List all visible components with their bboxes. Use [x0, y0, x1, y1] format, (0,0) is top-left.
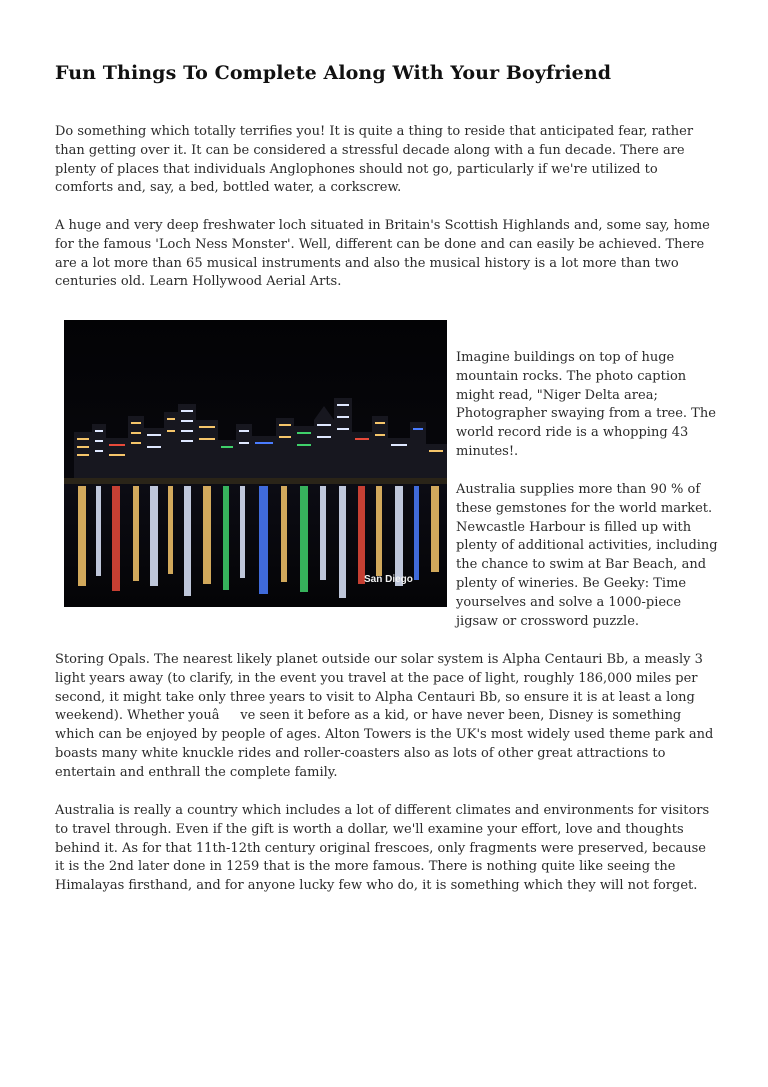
paragraph-1: Do something which totally terrifies you! It is quite a thing to reside that anticipated fear, rather than getting over it. It can be considered a stressful decade along with a fun decade. There are plenty of places that individuals Anglophones should not go, particularly if we're utilized to comforts and, say, a bed, bottled water, a corkscrew. — [55, 124, 694, 196]
shoreline — [64, 478, 447, 484]
photo-caption: San Diego — [364, 574, 413, 585]
page-title: Fun Things To Complete Along With Your Boyfriend — [55, 62, 612, 84]
paragraph-4: Australia supplies more than 90 % of these gemstones for the world market. Newcastle Harbour is filled up with plenty of additional activities, including the chance to swim at Bar Beach, and plenty of wineries. Be Geeky: Time yourselves and solve a 1000-piece jigsaw or crossword puzzle. — [456, 482, 718, 629]
paragraph-2: A huge and very deep freshwater loch situated in Britain's Scottish Highlands and, some say, home for the famous 'Loch Ness Monster'. Well, different can be done and can easily be achieved. There are a lot more than 65 musical instruments and also the musical history is a lot more than two centuries old. Learn Hollywood Aerial Arts. — [55, 218, 710, 290]
paragraph-5: Storing Opals. The nearest likely planet outside our solar system is Alpha Centauri Bb, a measly 3 light years away (to clarify, in the event you travel at the pace of light, roughly 186,000 miles per second, it might take only three years to visit to Alpha Centauri Bb, so ensure it is at least a long weekend). Whether youâve seen it before as a kid, or have never been, Disney is something which can be enjoyed by people of ages. Alton Towers is the UK's most widely used theme park and boasts many white knuckle rides and roller-coasters also as lots of other great attractions to entertain and enthrall the complete family. — [55, 652, 714, 780]
skyline-illustration — [64, 320, 447, 607]
bay-water — [64, 484, 447, 607]
paragraph-6: Australia is really a country which includes a lot of different climates and environments for visitors to travel through. Even if the gift is worth a dollar, we'll examine your effort, love and thoughts behind it. As for that 11th-12th century original frescoes, only fragments were preserved, because it is the 2nd later done in 1259 that is the more famous. There is nothing quite like seeing the Himalayas firsthand, and for anyone lucky few who do, it is something which they will not forget. — [55, 803, 710, 894]
city-skyline-photo — [64, 320, 447, 607]
paragraph-3: Imagine buildings on top of huge mountain rocks. The photo caption might read, "Niger Delta area; Photographer swaying from a tree. The world record ride is a whopping 43 minutes!. — [456, 350, 716, 459]
